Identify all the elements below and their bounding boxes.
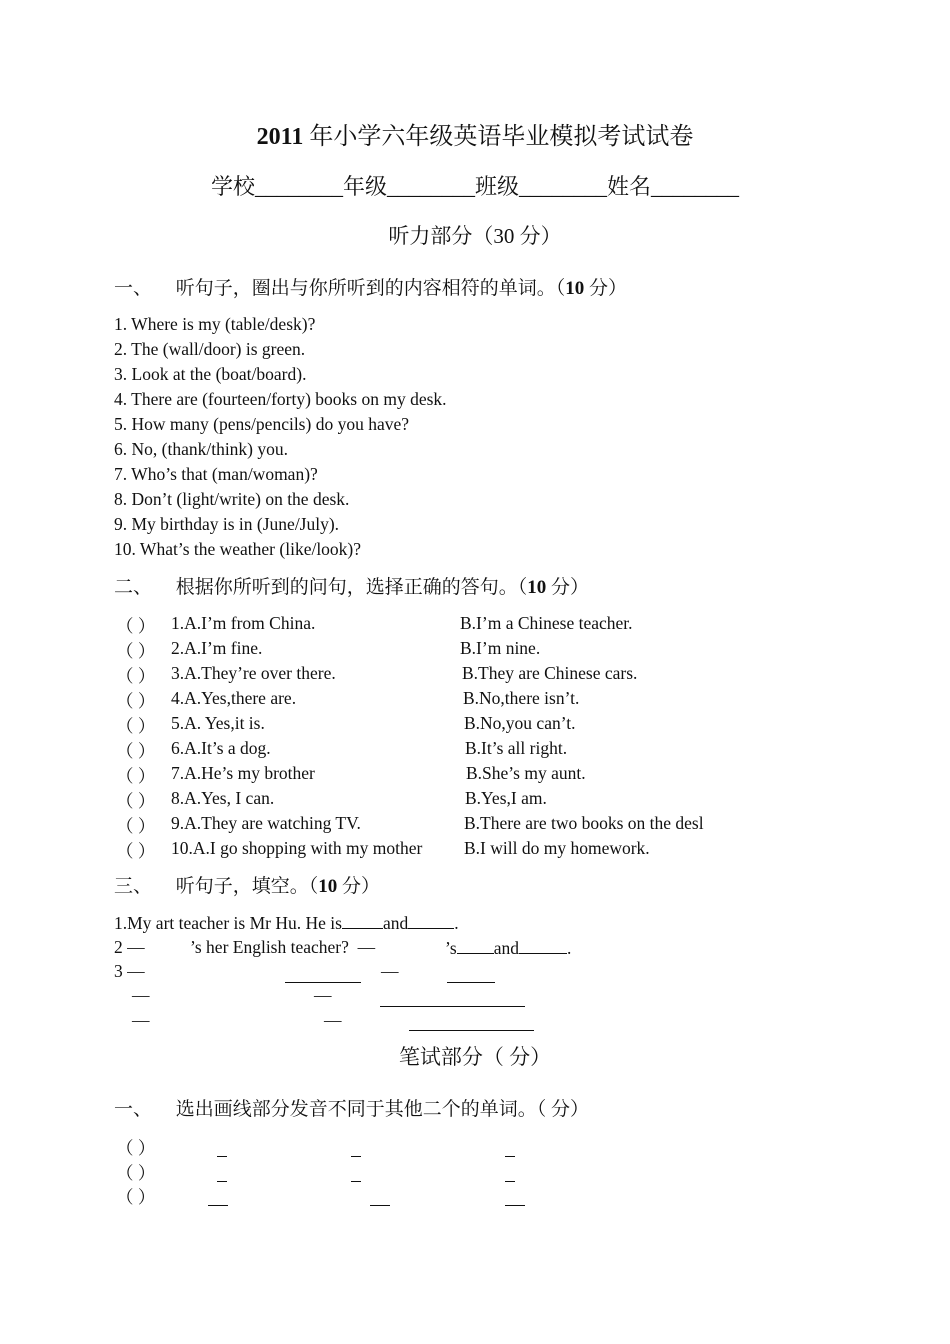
underline-mark [505,1181,515,1182]
part1-item: 1. Where is my (table/desk)? [114,314,316,334]
listening-section-header: 听力部分（30 分） [388,224,562,248]
part1-item: 5. How many (pens/pencils) do you have? [114,414,409,434]
option-b: B.It’s all right. [465,738,568,758]
part1-item: 8. Don’t (light/write) on the desk. [114,489,350,509]
fill-line-1 [114,912,459,934]
blank [342,912,383,929]
title-text: 年小学六年级英语毕业模拟考试试卷 [303,124,694,150]
part3-heading [114,871,380,898]
option-a: 10.A.I go shopping with my mother [171,838,423,858]
underline-mark [217,1181,227,1182]
answer-paren: （ ） [116,616,156,636]
option-b: B.I’m a Chinese teacher. [460,613,633,633]
fill-text: 1.My art teacher is Mr Hu. He is [114,913,342,933]
written-section-header: 笔试部分（ 分） [398,1045,552,1069]
fill-text: . [566,938,572,958]
title-year: 2011 [256,124,304,150]
option-b: B.Yes,I am. [465,788,547,808]
part1-item: 9. My birthday is in (June/July). [114,514,340,534]
option-b: B.They are Chinese cars. [462,663,638,683]
fill-line-5-dash: — [324,1010,342,1030]
answer-paren: （ ） [116,816,156,836]
part1-item: 4. There are (fourteen/forty) books on my desk. [114,389,447,409]
fill-text: ’s [445,938,457,958]
part1-instruction: 听句子，圈出与你所听到的内容相符的单词。（ [175,278,566,299]
underline-mark [208,1205,228,1206]
answer-paren: （ ） [116,766,156,786]
option-a: 8.A.Yes, I can. [171,788,275,808]
blank [519,937,567,954]
option-a: 5.A. Yes,it is. [171,713,265,733]
blank [380,1006,525,1007]
fill-line-2-start [114,937,145,958]
answer-paren: （ ） [116,1138,156,1158]
answer-paren: （ ） [116,716,156,736]
part1-number: 一、 [114,278,153,299]
part1-item: 7. Who’s that (man/woman)? [114,464,318,484]
fill-text: . [454,913,459,933]
underline-mark [351,1156,361,1157]
answer-paren: （ ） [116,741,156,761]
option-b: B.She’s my aunt. [466,763,586,783]
part3-instruction: 听句子，填空。（ [175,876,319,897]
fill-text: ’s her English teacher? [190,937,349,957]
written-part1-heading [114,1094,589,1121]
fill-text: and [493,938,519,958]
part1-score: 10 [565,278,585,299]
fill-line-3-dash: — [381,961,399,981]
part1-item: 10. What’s the weather (like/look)? [114,539,362,559]
option-b: B.No,there isn’t. [463,688,580,708]
option-b: B.There are two books on the desl [464,813,704,833]
option-a: 4.A.Yes,there are. [171,688,297,708]
fill-line-4-dash: — [314,985,332,1005]
student-info-line: 学校________年级________班级________姓名________ [210,174,739,199]
option-b: B.I will do my homework. [464,838,650,858]
part2-score-unit: 分） [546,577,590,598]
part3-score: 10 [318,876,338,897]
answer-paren: （ ） [116,841,156,861]
part3-number: 三、 [114,876,153,897]
blank [408,912,454,929]
blank [447,982,495,983]
option-a: 2.A.I’m fine. [171,638,263,658]
underline-mark [505,1156,515,1157]
option-b: B.I’m nine. [460,638,541,658]
option-a: 6.A.It’s a dog. [171,738,271,758]
part2-heading [114,572,589,599]
part1-item: 6. No, (thank/think) you. [114,439,289,459]
written-part1-instruction: 选出画线部分发音不同于其他二个的单词。（ 分） [175,1099,590,1120]
answer-paren: （ ） [116,691,156,711]
fill-line-3-start: 3 — [114,961,145,981]
fill-line-2-mid [190,937,375,958]
answer-paren: （ ） [116,666,156,686]
blank [285,982,361,983]
underline-mark [351,1181,361,1182]
exam-title [0,116,950,151]
part1-item: 3. Look at the (boat/board). [114,364,307,384]
answer-paren: （ ） [116,1187,156,1207]
part1-heading [114,273,627,300]
part3-score-unit: 分） [337,876,381,897]
fill-text: — [357,937,376,957]
written-part1-number: 一、 [114,1099,153,1120]
part1-item: 2. The (wall/door) is green. [114,339,306,359]
fill-line-2-end [445,937,571,959]
option-a: 9.A.They are watching TV. [171,813,361,833]
underline-mark [370,1205,390,1206]
part2-number: 二、 [114,577,153,598]
option-a: 7.A.He’s my brother [171,763,315,783]
underline-mark [505,1205,525,1206]
answer-paren: （ ） [116,641,156,661]
answer-paren: （ ） [116,1163,156,1183]
blank [457,937,494,954]
fill-line-4-dash: — [132,985,150,1005]
answer-paren: （ ） [116,791,156,811]
option-a: 1.A.I’m from China. [171,613,316,633]
part1-score-unit: 分） [584,278,628,299]
blank [409,1030,534,1031]
part2-score: 10 [527,577,547,598]
underline-mark [217,1156,227,1157]
fill-text: and [382,913,409,933]
fill-text: 2 — [114,937,145,957]
part2-instruction: 根据你所听到的问句，选择正确的答句。（ [175,577,528,598]
option-b: B.No,you can’t. [464,713,576,733]
fill-line-5-dash: — [132,1010,150,1030]
option-a: 3.A.They’re over there. [171,663,336,683]
